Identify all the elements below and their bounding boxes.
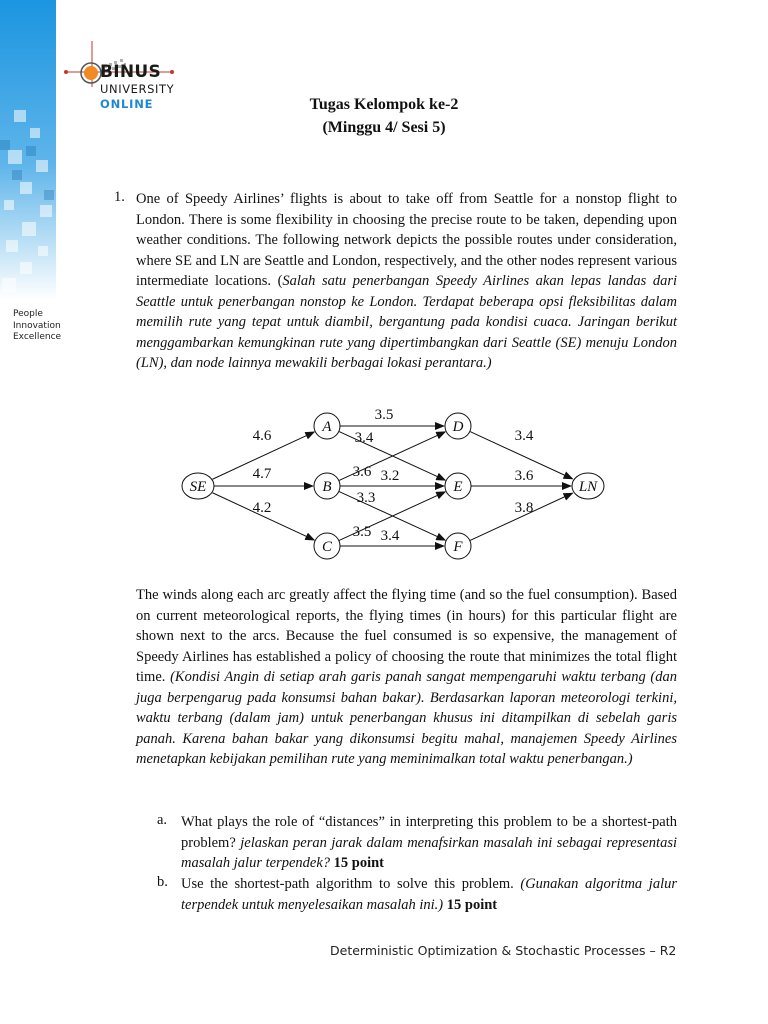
tagline-line: Innovation [13, 320, 61, 331]
subquestion-b-points: 15 point [443, 896, 498, 913]
subquestion-a-label: a. [157, 812, 168, 828]
page-subtitle: (Minggu 4/ Sesi 5) [322, 119, 446, 136]
node-label: D [452, 419, 464, 435]
arc-time-label: 3.4 [380, 528, 400, 544]
route-network-diagram [178, 404, 608, 566]
subquestion-b-label: b. [157, 874, 168, 890]
subquestion-a-english: What plays the role of “distances” in interpreting this problem to be a shortest-path problem? [181, 814, 677, 851]
arc-time-label: 3.5 [374, 407, 394, 423]
subquestion-b-indonesian: (Gunakan algoritma jalur terpendek untuk menyelesaikan masalah ini.) [181, 876, 678, 913]
node-label: E [453, 479, 463, 495]
arc-time-label: 3.3 [356, 490, 376, 506]
body-indonesian: (Kondisi Angin di setiap arah garis panah sangat mempengaruhi waktu terbang (dan juga berpengarug pada konsumsi bahan bakar). Berdasarkan laporan meteorologi terkini, waktu terbang (dalam jam) untuk penerbangan khusus ini ditampilkan di sebelah garis panah. Karena bahan bakar yang dikonsumsi begitu mahal, manajemen Speedy Airlines menetapkan kebijakan pemilihan rute yang meminimalkan total waktu penerbangan.) [136, 669, 677, 767]
node-label: F [453, 539, 463, 555]
subquestion-b [181, 874, 677, 915]
sidebar-mosaic [0, 0, 56, 300]
node-ln [572, 473, 604, 499]
arc-time-label: 4.6 [252, 428, 272, 444]
logo-university: UNIVERSITY [100, 82, 175, 96]
node-d [445, 413, 471, 439]
intro-indonesian: Salah satu penerbangan Speedy Airlines akan lepas landas dari Seattle untuk penerbangan nonstop ke London. Terdapat beberapa opsi fleksibilitas dalam memilih rute yang tepat untuk diambil, bergantung pada kondisi cuaca. Jaringan berikut menggambarkan kemungkinan rute yang dipertimbangkan dari Seattle (SE) menuju London (LN), dan node lainnya mewakili berbagai lokasi perantara.) [136, 273, 677, 371]
arc-time-label: 3.6 [514, 468, 534, 484]
node-label: C [321, 539, 333, 555]
arc-time-label: 4.7 [252, 466, 272, 482]
node-c [314, 533, 340, 559]
arc-time-label: 3.8 [514, 500, 534, 516]
question-body [136, 585, 677, 770]
node-label: LN [578, 479, 598, 495]
logo-wordmark: BINUS [100, 62, 162, 82]
footer-course: Deterministic Optimization & Stochastic Processes – R2 [330, 943, 677, 958]
arc-time-label: 3.2 [380, 468, 400, 484]
node-se [182, 473, 214, 499]
question-number: 1. [114, 189, 125, 205]
subquestion-a-points: 15 point [330, 855, 385, 871]
tagline [13, 309, 61, 344]
question-intro [136, 189, 677, 374]
arc-time-label: 3.5 [352, 524, 372, 540]
arc-time-label: 4.2 [252, 500, 272, 516]
arc-time-label: 3.4 [514, 428, 534, 444]
logo-online: ONLINE [100, 97, 154, 111]
node-label: A [322, 419, 332, 435]
tagline-line: Excellence [13, 332, 62, 342]
node-e [445, 473, 471, 499]
arc-time-label: 3.4 [354, 430, 374, 446]
node-f [445, 533, 471, 559]
node-b [314, 473, 340, 499]
subquestion-a-indonesian: jelaskan peran jarak dalam menafsirkan masalah ini sebagai representasi masalah jalur terpendek? [181, 834, 677, 871]
subquestion-b-english: Use the shortest-path algorithm to solve this problem. [181, 876, 521, 892]
intro-english: One of Speedy Airlines’ flights is about to take off from Seattle for a nonstop flight to London. There is some flexibility in choosing the precise route to be taken, depending upon weather conditions. The following network depicts the possible routes under consideration, where SE and LN are Seattle and London, respectively, and the other nodes represent various intermediate locations. ( [136, 191, 678, 289]
node-a [314, 413, 340, 439]
arc-time-label: 3.6 [352, 464, 372, 480]
subquestion-a [181, 812, 677, 874]
page-title: Tugas Kelompok ke-2 [309, 96, 459, 113]
node-label: SE [189, 479, 207, 495]
body-english: The winds along each arc greatly affect the flying time (and so the fuel consumption). Based on current meteorological reports, the flying times (in hours) for this particular flight are shown next to the arcs. Because the fuel consumed is so expensive, the management of Speedy Airlines has established a policy of choosing the route that minimizes the total flight time. [136, 587, 677, 685]
tagline-line: People [13, 309, 43, 319]
node-label: B [322, 479, 332, 495]
